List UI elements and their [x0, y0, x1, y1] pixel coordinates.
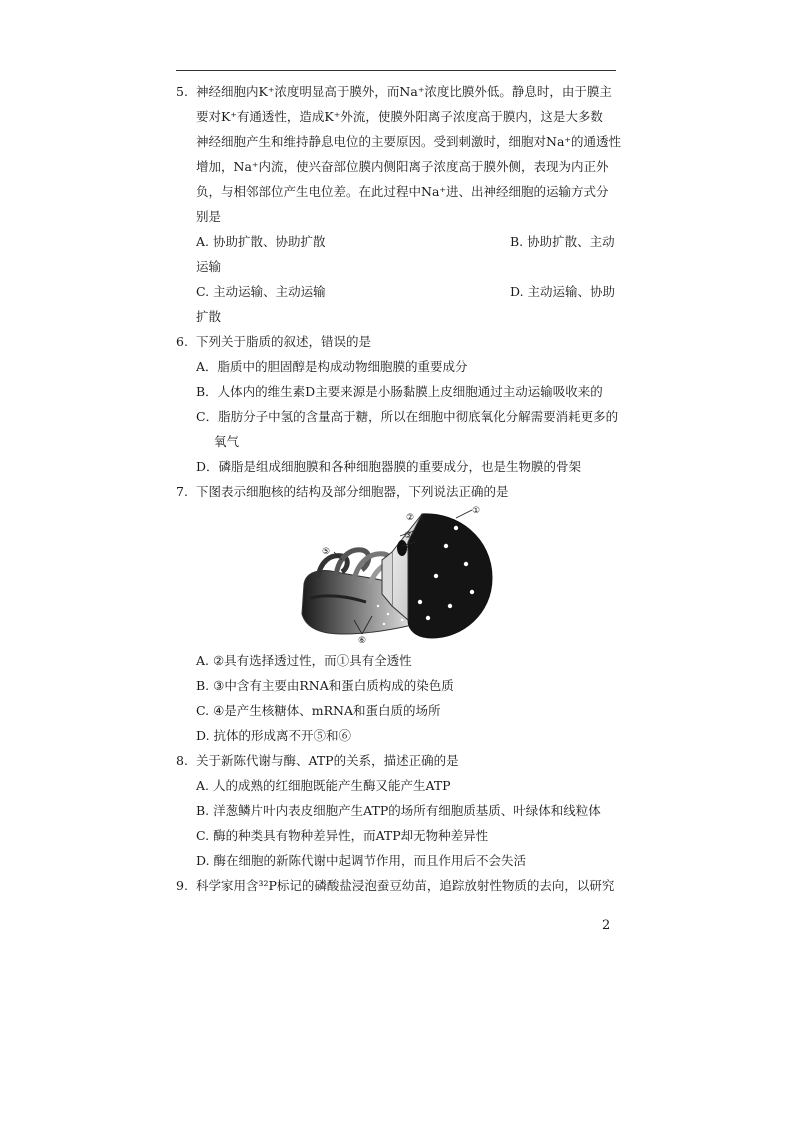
q5-option-c: C. 主动运输、主动运输 — [196, 284, 326, 299]
q5-line-4: 增加，Na⁺内流，使兴奋部位膜内侧阳离子浓度高于膜外侧，表现为内正外 — [196, 159, 609, 174]
q5-line-3: 神经细胞产生和维持静息电位的主要原因。受到刺激时，细胞对Na⁺的通透性 — [196, 134, 621, 149]
q6-option-c-cont: 氧气 — [214, 434, 240, 449]
q8-option-a: A. 人的成熟的红细胞既能产生酶又能产生ATP — [196, 778, 451, 793]
q7-stem: 下图表示细胞核的结构及部分细胞器，下列说法正确的是 — [196, 484, 509, 499]
q5-number: 5. — [176, 84, 188, 99]
q5-line-2: 要对K⁺有通透性，造成K⁺外流，使膜外阳离子浓度高于膜内，这是大多数 — [196, 109, 603, 124]
q6-number: 6. — [176, 334, 188, 349]
q5-option-b-cont: 运输 — [196, 259, 222, 274]
q6-option-b: B．人体内的维生素D主要来源是小肠黏膜上皮细胞通过主动运输吸收来的 — [196, 384, 603, 399]
q8-option-b: B. 洋葱鳞片叶内表皮细胞产生ATP的场所有细胞质基质、叶绿体和线粒体 — [196, 803, 601, 818]
q6-option-d: D．磷脂是组成细胞膜和各种细胞器膜的重要成分，也是生物膜的骨架 — [196, 459, 582, 474]
q5-line-5: 负，与相邻部位产生电位差。在此过程中Na⁺进、出神经细胞的运输方式分 — [196, 184, 609, 199]
nucleus-sphere — [408, 514, 492, 638]
q9-number: 9. — [176, 878, 188, 893]
label-5: ⑤ — [322, 547, 331, 557]
label-4: ④ — [404, 543, 413, 553]
q9-stem: 科学家用含³²P标记的磷酸盐浸泡蚕豆幼苗，追踪放射性物质的去向，以研究 — [196, 878, 615, 893]
q7-number: 7. — [176, 484, 188, 499]
label-1: ① — [472, 506, 481, 516]
page-number: 2 — [602, 918, 611, 933]
q5-option-d-cont: 扩散 — [196, 309, 222, 324]
q5-option-b: B. 协助扩散、主动 — [510, 234, 615, 249]
q7-option-c: C. ④是产生核糖体、mRNA和蛋白质的场所 — [196, 703, 441, 718]
q5-line-1: 神经细胞内K⁺浓度明显高于膜外，而Na⁺浓度比膜外低。静息时，由于膜主 — [196, 84, 612, 99]
q8-stem: 关于新陈代谢与酶、ATP的关系，描述正确的是 — [196, 753, 459, 768]
q5-line-6: 别是 — [196, 209, 222, 224]
q5-option-d: D. 主动运输、协助 — [510, 284, 616, 299]
label-2: ② — [406, 513, 415, 523]
q7-option-b: B. ③中含有主要由RNA和蛋白质构成的染色质 — [196, 678, 454, 693]
q8-option-d: D. 酶在细胞的新陈代谢中起调节作用，而且作用后不会失活 — [196, 853, 527, 868]
q6-option-c: C．脂肪分子中氢的含量高于糖，所以在细胞中彻底氧化分解需要消耗更多的 — [196, 409, 619, 424]
q6-option-a: A．脂质中的胆固醇是构成动物细胞膜的重要成分 — [196, 359, 468, 374]
q7-option-a: A. ②具有选择透过性，而①具有全透性 — [196, 653, 412, 668]
header-rule — [176, 70, 616, 71]
nucleus-figure — [296, 502, 496, 644]
label-3: ③ — [404, 531, 413, 541]
q5-option-a: A. 协助扩散、协助扩散 — [196, 234, 326, 249]
q7-option-d: D. 抗体的形成离不开⑤和⑥ — [196, 728, 352, 743]
q6-stem: 下列关于脂质的叙述，错误的是 — [196, 334, 372, 349]
q8-number: 8. — [176, 753, 188, 768]
q8-option-c: C. 酶的种类具有物种差异性，而ATP却无物种差异性 — [196, 828, 489, 843]
label-6: ⑥ — [358, 636, 367, 644]
